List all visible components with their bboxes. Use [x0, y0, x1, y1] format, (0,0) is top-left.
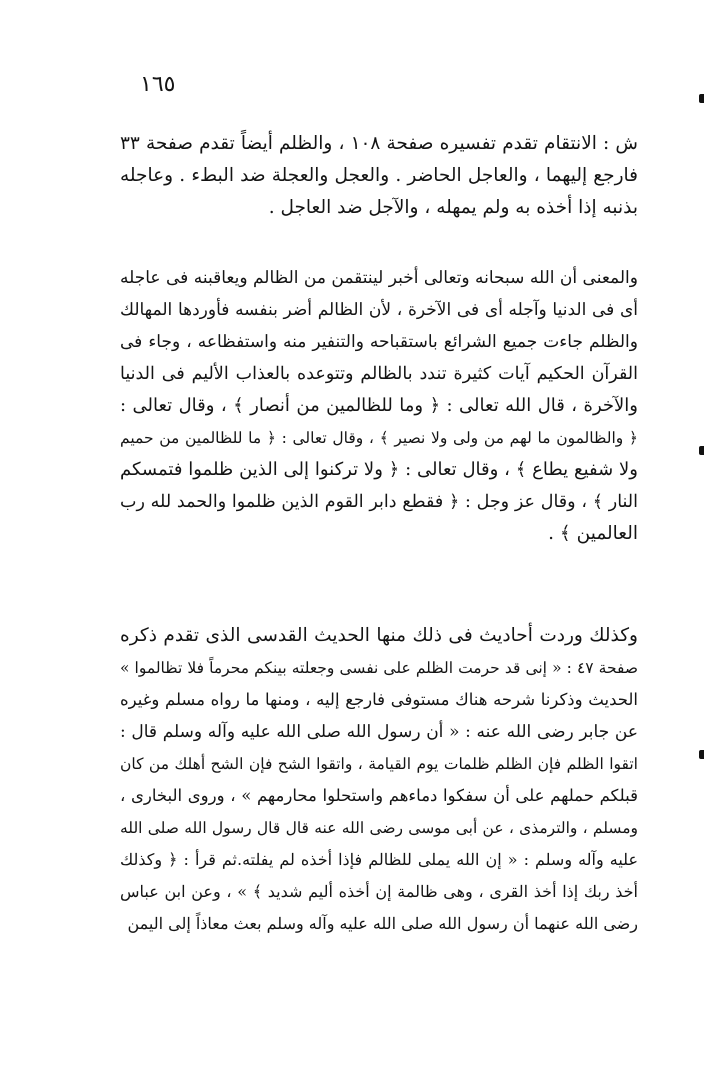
page-number: ١٦٥: [140, 72, 176, 97]
text-line: قبلكم حملهم على أن سفكوا دماءهم واستحلوا محارمهم » ، وروى البخارى ،: [120, 786, 638, 805]
text-line: أخذ ربك إذا أخذ القرى ، وهى ظالمة إن أخذه أليم شديد ﴾ » ، وعن ابن عباس: [120, 882, 638, 901]
text-line: ومسلم ، والترمذى ، عن أبى موسى رضى الله عنه قال قال رسول الله صلى الله: [120, 819, 638, 837]
text-line: ولا شفيع يطاع ﴾ ، وقال تعالى : ﴿ ولا تركنوا إلى الذين ظلموا فتمسكم: [120, 459, 638, 480]
text-line: أى فى الدنيا وآجله أى فى الآخرة ، لأن الظالم أضر بنفسه فأوردها المهالك: [120, 300, 638, 320]
text-line: بذنبه إذا أخذه به ولم يمهله ، والآجل ضد العاجل .: [268, 197, 638, 218]
text-line: والظلم جاءت جميع الشرائع باستقباحه والتنفير منه واستفظاعه ، وجاء فى: [120, 332, 638, 352]
paragraph-hadith: [120, 620, 638, 940]
text-line: والآخرة ، قال الله تعالى : ﴿ وما للظالمين من أنصار ﴾ ، وقال تعالى :: [120, 395, 638, 416]
text-line: الحديث وذكرنا شرحه هناك مستوفى فارجع إليه ، ومنها ما رواه مسلم وغيره: [120, 690, 638, 709]
text-line: والمعنى أن الله سبحانه وتعالى أخبر لينتقمن من الظالم ويعاقبنه فى عاجله: [120, 268, 638, 288]
text-line: رضى الله عنهما أن رسول الله صلى الله عليه وآله وسلم بعث معاذاً إلى اليمن: [127, 914, 638, 933]
margin-mark-middle: [699, 446, 704, 455]
text-line: العالمين ﴾ .: [548, 523, 638, 544]
text-line: اتقوا الظلم فإن الظلم ظلمات يوم القيامة ، واتقوا الشح فإن الشح أهلك من كان: [120, 755, 638, 773]
text-line: ش : الانتقام تقدم تفسيره صفحة ١٠٨ ، والظلم أيضاً تقدم صفحة ٣٣: [120, 133, 638, 154]
text-line: النار ﴾ ، وقال عز وجل : ﴿ فقطع دابر القوم الذين ظلموا والحمد لله رب: [120, 492, 638, 512]
text-line: صفحة ٤٧ : « إنى قد حرمت الظلم على نفسى وجعلته بينكم محرماً فلا تظالموا »: [120, 659, 638, 677]
text-line: عن جابر رضى الله عنه : « أن رسول الله صلى الله عليه وآله وسلم قال :: [120, 722, 638, 742]
paragraph-commentary: [120, 128, 638, 224]
margin-mark-top: [699, 94, 704, 103]
text-line: فارجع إليهما ، والعاجل الحاضر . والعجل والعجلة ضد البطء . وعاجله: [120, 165, 638, 186]
text-line: عليه وآله وسلم : « إن الله يملى للظالم فإذا أخذه لم يفلته.ثم قرأ : ﴿ وكذلك: [120, 850, 638, 869]
text-line: ﴿ والظالمون ما لهم من ولى ولا نصير ﴾ ، وقال تعالى : ﴿ ما للظالمين من حميم: [120, 429, 638, 447]
margin-mark-lower: [699, 750, 704, 759]
text-line: القرآن الحكيم آيات كثيرة تندد بالظالم وتتوعده بالعذاب الأليم فى الدنيا: [120, 364, 638, 384]
text-line: وكذلك وردت أحاديث فى ذلك منها الحديث القدسى الذى تقدم ذكره: [120, 625, 638, 646]
paragraph-meaning: [120, 262, 638, 550]
